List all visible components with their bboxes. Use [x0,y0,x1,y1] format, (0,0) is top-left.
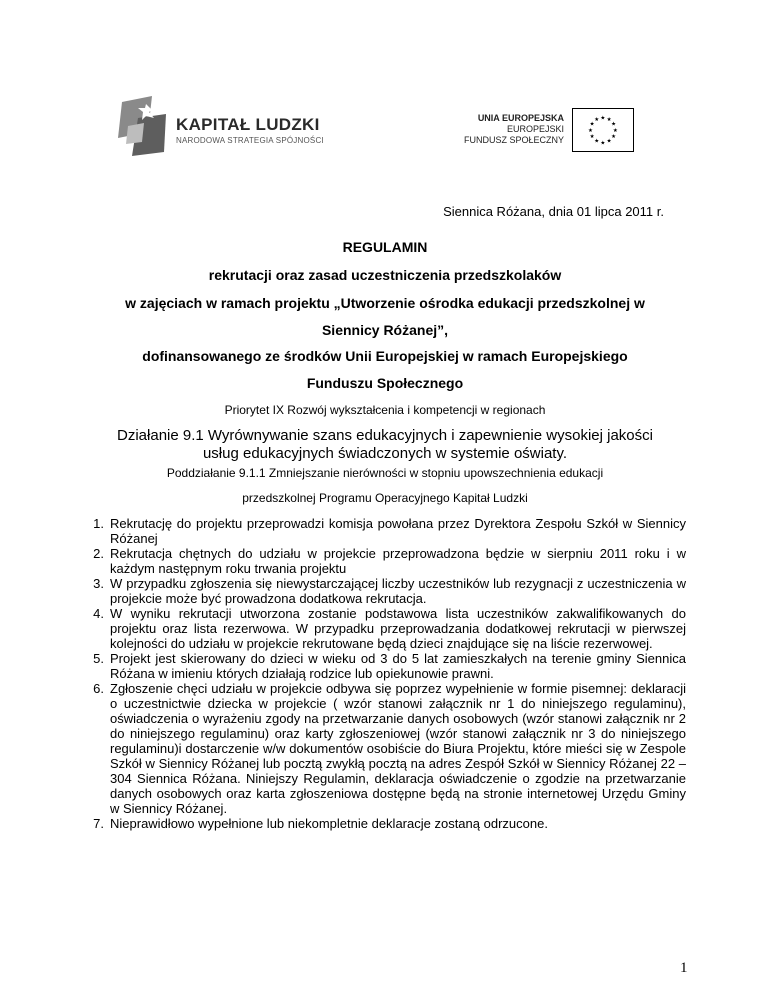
page-number: 1 [680,960,688,976]
subaction-line-1: Poddziałanie 9.1.1 Zmniejszanie nierówności w stopniu upowszechnienia edukacji [166,466,604,480]
list-item [93,681,686,816]
list-item-text: Nieprawidłowo wypełnione lub niekompletnie deklaracje zostaną odrzucone. [110,816,548,831]
eu-logo-line3: FUNDUSZ SPOŁECZNY [463,135,564,145]
list-item [93,816,686,831]
title-line-3: Siennicy Różanej”, [321,322,449,338]
eu-star-icon: ★ [594,117,600,124]
list-item-number: 1. [93,516,104,531]
eu-star-icon: ★ [589,121,595,128]
eu-logo-line2: EUROPEJSKI [506,124,564,134]
kapital-ludzki-symbol-icon [118,96,168,156]
eu-logo-line1: UNIA EUROPEJSKA [477,113,564,123]
list-item-number: 3. [93,576,104,591]
kapital-ludzki-title: KAPITAŁ LUDZKI [176,115,320,134]
list-item-number: 2. [93,546,104,561]
rules-list [93,516,686,831]
list-item-text: Rekrutacja chętnych do udziału w projekcie przeprowadzona będzie w sierpniu 2011 roku i w każdym następnym roku trwania projektu [110,546,686,576]
list-item [93,651,686,681]
action-line-2: usług edukacyjnych świadczonych w systemie oświaty. [202,445,568,462]
kapital-ludzki-subtitle: NARODOWA STRATEGIA SPÓJNOŚCI [176,136,324,145]
subaction-line-2: przedszkolnej Programu Operacyjnego Kapitał Ludzki [242,491,528,505]
kapital-ludzki-logo [118,96,338,156]
list-item [93,516,686,546]
eu-star-icon: ★ [611,134,617,141]
list-item [93,606,686,651]
eu-flag-icon [572,108,634,152]
list-item [93,576,686,606]
place-date: Siennica Różana, dnia 01 lipca 2011 r. [443,204,664,219]
eu-star-icon: ★ [588,127,594,134]
eu-star-icon: ★ [600,115,606,122]
eu-star-icon: ★ [594,138,600,145]
eu-logo-text [440,113,564,146]
eu-star-icon: ★ [606,117,612,124]
eu-star-icon: ★ [611,121,617,128]
eu-star-icon: ★ [612,127,618,134]
document-title: REGULAMIN [342,239,428,255]
list-item-text: Zgłoszenie chęci udziału w projekcie odbywa się poprzez wypełnienie w formie pisemnej: deklaracji o uczestnictwie dziecka w projekcie ( wzór stanowi załącznik nr 1 do niniejszego regulaminu), oświadczenia o wyrażeniu zgody na przetwarzanie danych osobowych (wzór stanowi załącznik nr 2 do niniejszego regulaminu) oraz karty zgłoszeniowej (wzór stanowi załącznik nr 3 do niniejszego regulaminu)i dostarczenie w/w dokumentów osobiście do Biura Projektu, które mieści się w Zespole Szkół w Siennicy Różanej lub pocztą zwykłą pocztą na adres Zespół Szkół w Siennicy Różanej 22 – 304 Siennica Różana. Niniejszy Regulamin, deklaracja oświadczenie o zgodzie na przetwarzanie danych osobowych oraz karta zgłoszeniowa dostępne będą na stronie internetowej Urzędu Gminy w Siennicy Różanej. [110,681,686,816]
document-header [0,0,768,170]
title-line-5: Funduszu Społecznego [306,375,464,391]
list-item-number: 7. [93,816,104,831]
list-item-number: 5. [93,651,104,666]
action-line-1: Działanie 9.1 Wyrównywanie szans edukacyjnych i zapewnienie wysokiej jakości [117,427,653,444]
eu-star-icon: ★ [606,138,612,145]
priority-line: Priorytet IX Rozwój wykształcenia i kompetencji w regionach [224,403,546,417]
eu-efs-logo [440,108,640,158]
title-line-2: w zajęciach w ramach projektu „Utworzenie ośrodka edukacji przedszkolnej w [125,295,645,311]
list-item-number: 4. [93,606,104,621]
list-item-text: W przypadku zgłoszenia się niewystarczającej liczby uczestników lub rezygnacji z uczestniczenia w projekcie może być prowadzona dodatkowa rekrutacja. [110,576,686,606]
list-item-text: Projekt jest skierowany do dzieci w wieku od 3 do 5 lat zamieszkałych na terenie gminy Siennica Różana w imieniu których działają rodzice lub opiekunowie prawni. [110,651,686,681]
title-line-1: rekrutacji oraz zasad uczestniczenia przedszkolaków [208,267,562,283]
list-item-number: 6. [93,681,104,696]
list-item-text: W wyniku rekrutacji utworzona zostanie podstawowa lista uczestników zakwalifikowanych do projektu oraz lista rezerwowa. W przypadku przeprowadzania dodatkowej rekrutacji w pierwszej kolejności do udziału w projekcie rekrutowane będą dzieci znajdujące się na liście rezerwowej. [110,606,686,651]
eu-star-icon: ★ [600,140,606,147]
kapital-ludzki-text [176,116,324,146]
eu-star-icon: ★ [589,134,595,141]
list-item-text: Rekrutację do projektu przeprowadzi komisja powołana przez Dyrektora Zespołu Szkół w Siennicy Różanej [110,516,686,546]
list-item [93,546,686,576]
title-line-4: dofinansowanego ze środków Unii Europejskiej w ramach Europejskiego [142,348,628,364]
